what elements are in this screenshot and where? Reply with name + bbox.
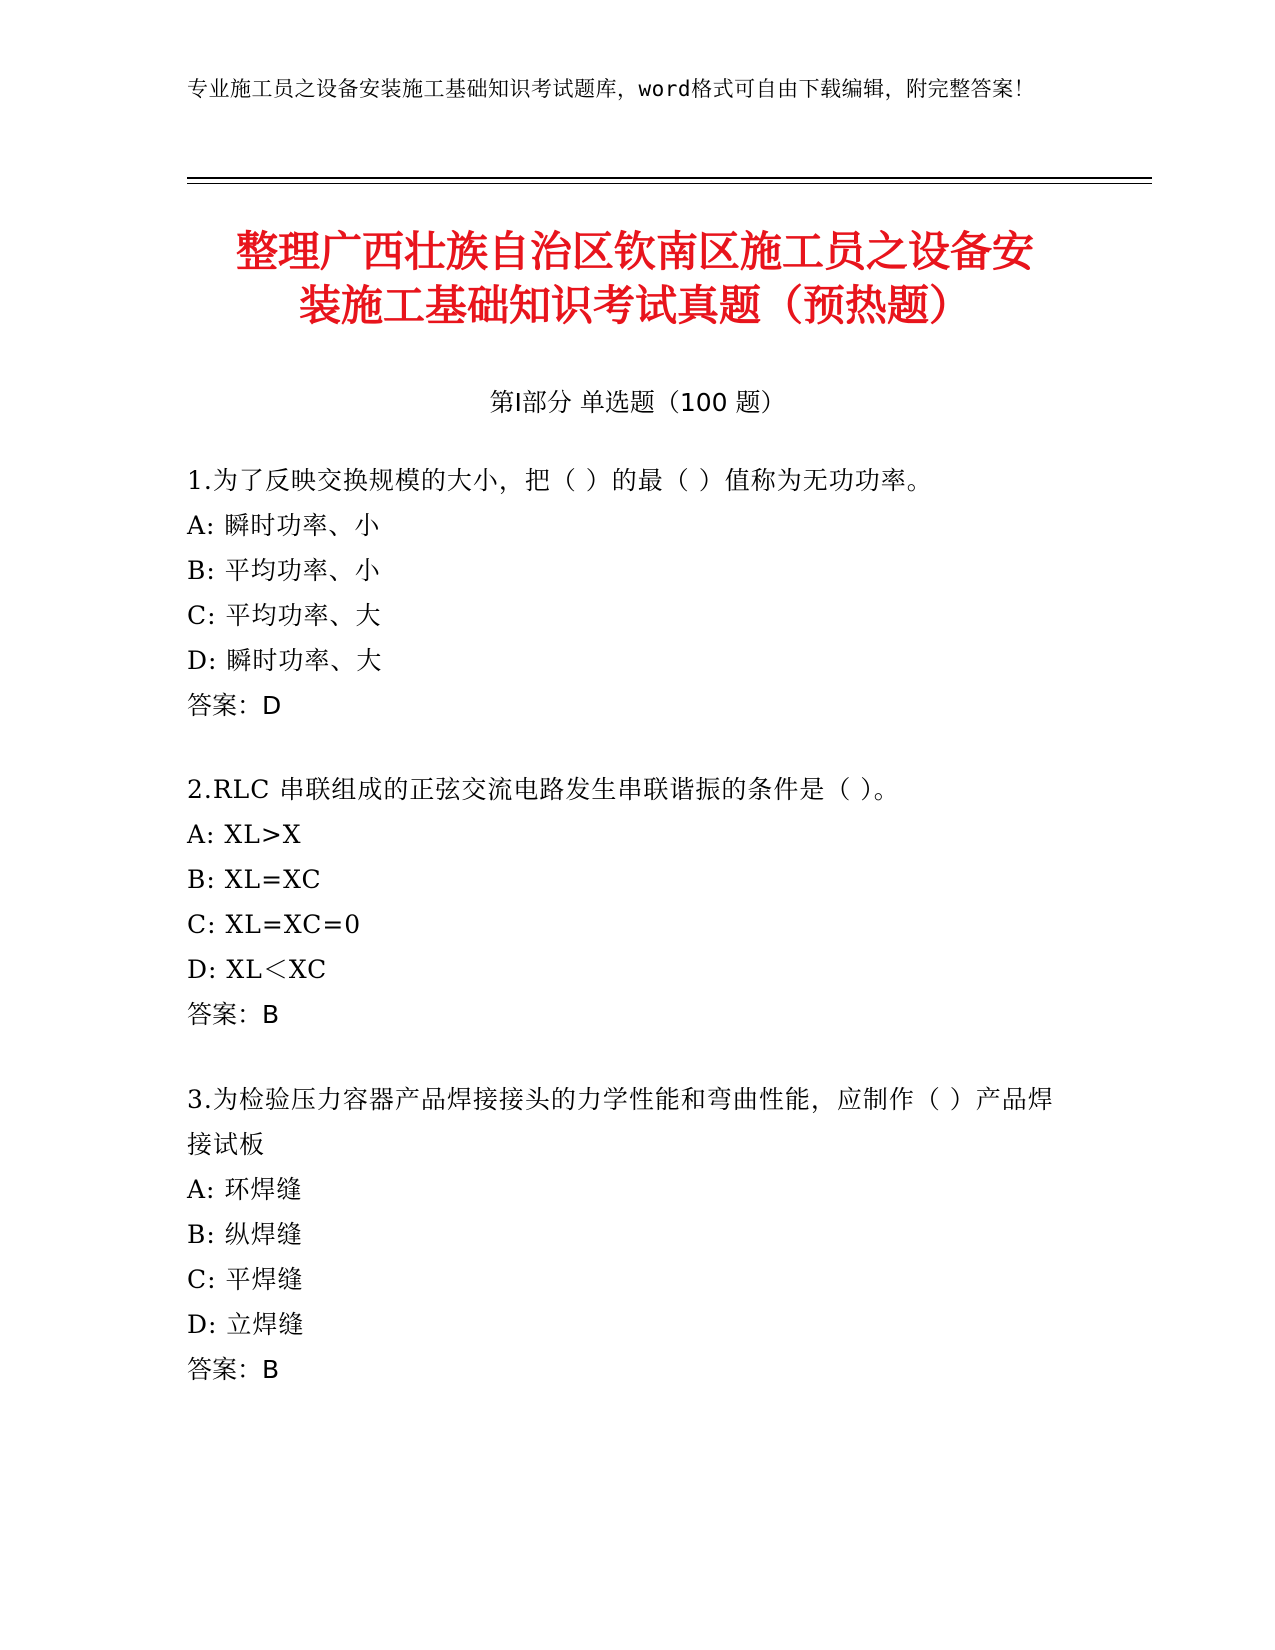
question-stem: 2.RLC 串联组成的正弦交流电路发生串联谐振的条件是（ ）。 [187,775,900,804]
option-d: D: XL＜XC [187,955,328,984]
answer: 答案：D [187,691,282,720]
option-b: B: 纵焊缝 [187,1220,303,1249]
document-title [170,225,1100,333]
option-a: A: XL>X [187,820,302,849]
option-c: C: XL=XC=0 [187,910,362,939]
question-3 [187,1077,1057,1392]
option-a: A: 瞬时功率、小 [187,511,381,540]
header-note: 专业施工员之设备安装施工基础知识考试题库，word格式可自由下载编辑，附完整答案！ [187,77,1036,101]
option-b: B: 平均功率、小 [187,556,381,585]
option-c: C: 平焊缝 [187,1265,304,1294]
question-2 [187,767,1087,1037]
option-d: D: 瞬时功率、大 [187,646,383,675]
header-divider-thin [187,183,1152,184]
option-a: A: 环焊缝 [187,1175,303,1204]
document-title-line-2: 装施工基础知识考试真题（预热题） [298,281,971,330]
header-divider-thick [187,177,1152,179]
option-c: C: 平均功率、大 [187,601,382,630]
section-heading: 第Ⅰ部分 单选题（100 题） [489,388,786,417]
question-stem: 3.为检验压力容器产品焊接接头的力学性能和弯曲性能，应制作（ ）产品焊接试板 [187,1085,1054,1159]
option-b: B: XL=XC [187,865,322,894]
answer: 答案：B [187,1000,280,1029]
option-d: D: 立焊缝 [187,1310,305,1339]
question-1 [187,458,1087,728]
question-stem: 1.为了反映交换规模的大小，把（ ）的最（ ）值称为无功功率。 [187,466,933,495]
answer: 答案：B [187,1355,280,1384]
document-title-line-1: 整理广西壮族自治区钦南区施工员之设备安 [235,227,1034,276]
